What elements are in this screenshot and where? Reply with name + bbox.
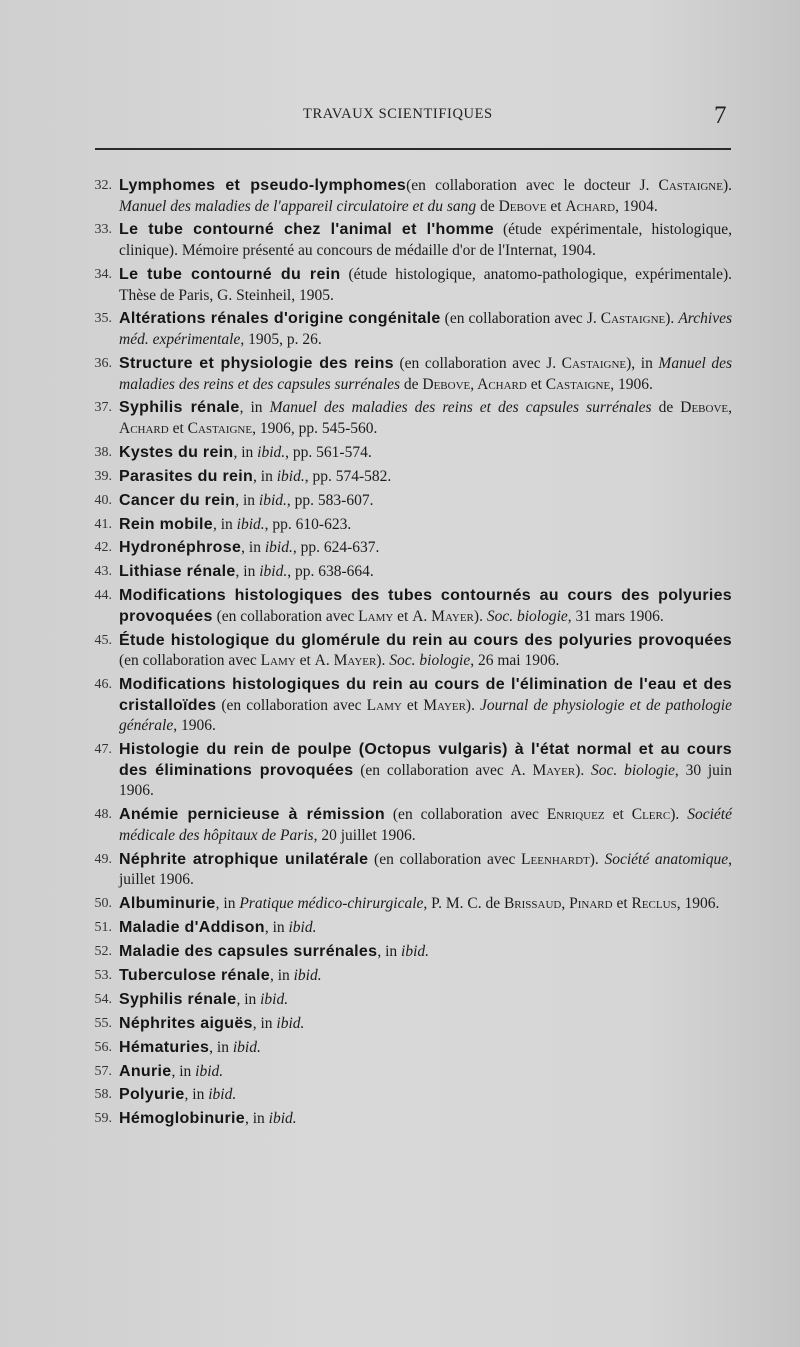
entry-text: , juillet 1906. — [119, 850, 732, 889]
entry-title: Lithiase rénale — [119, 563, 236, 581]
bibliography-entry — [82, 443, 732, 464]
entry-text: , pp. 583-607. — [286, 491, 374, 509]
bibliography-list — [82, 176, 732, 1133]
entry-text: , in — [252, 1014, 277, 1032]
page-number: 7 — [714, 102, 727, 129]
entry-title: Syphilis rénale — [119, 990, 237, 1008]
entry-number: 34. — [94, 266, 112, 282]
entry-number: 40. — [94, 492, 112, 508]
publication-title: Pratique médico-chirurgicale — [239, 895, 424, 913]
entry-text: , 1906. — [173, 717, 216, 735]
entry-text: , in — [212, 515, 237, 533]
entry-number: 35. — [94, 311, 112, 327]
entry-text: (en collaboration avec — [440, 310, 587, 328]
publication-title: Manuel des maladies des reins et des capsules surrénales — [269, 399, 652, 417]
entry-number: 37. — [94, 400, 112, 416]
publication-title: ibid. — [258, 491, 287, 509]
publication-title: Soc. biologie — [486, 607, 568, 625]
publication-title: Archives méd. expérimentale — [119, 310, 732, 349]
publication-title: ibid. — [276, 1014, 305, 1032]
entry-text: (en collaboration avec — [216, 696, 367, 714]
entry-title: Tuberculose rénale — [119, 967, 270, 985]
bibliography-entry — [82, 491, 732, 512]
entry-number: 57. — [94, 1063, 112, 1079]
bibliography-entry — [82, 309, 732, 350]
author-name: Lamy — [366, 696, 402, 714]
bibliography-entry — [82, 966, 732, 987]
bibliography-entry — [82, 990, 732, 1011]
entry-text: ). — [575, 761, 592, 779]
author-name: Reclus — [631, 895, 677, 913]
entry-text: , 1906. — [676, 895, 720, 913]
entry-title: Néphrites aiguës — [119, 1014, 253, 1032]
bibliography-entry — [82, 1038, 732, 1059]
entry-text: (étude expérimentale, histologique, clinique). Mémoire présenté au concours de médaille d'or de l'Internat, 1904. — [119, 221, 732, 260]
publication-title: ibid. — [260, 990, 289, 1008]
entry-text: ). — [722, 177, 733, 194]
entry-title: Altérations rénales d'origine congénitale — [119, 310, 441, 328]
publication-title: Soc. biologie — [389, 652, 471, 670]
entry-number: 59. — [94, 1111, 112, 1127]
entry-text: , in — [209, 1038, 233, 1056]
entry-text: , P. M. C. de — [423, 895, 504, 913]
entry-text: (en collaboration avec — [393, 354, 547, 372]
bibliography-entry — [82, 918, 732, 939]
entry-text: , 1906, pp. 545-560. — [252, 420, 378, 438]
bibliography-entry — [82, 398, 732, 439]
entry-text: , pp. 561-574. — [285, 443, 372, 461]
author-name: Lamy — [260, 652, 296, 670]
entry-number: 36. — [94, 355, 112, 371]
entry-text: , 1904. — [615, 197, 658, 215]
author-name: Debove, Achard — [119, 399, 732, 438]
author-name: Leenhardt — [521, 850, 590, 868]
bibliography-entry — [82, 850, 732, 891]
entry-text: , 30 juin 1906. — [119, 761, 732, 800]
bibliography-entry — [82, 631, 732, 672]
entry-text: ). — [670, 806, 688, 824]
entry-text: de — [399, 375, 423, 393]
entry-number: 32. — [94, 178, 112, 193]
entry-title: Étude histologique du glomérule du rein au cours des polyuries provoquées — [119, 631, 732, 649]
author-name: J. Castaigne — [546, 354, 627, 372]
entry-text: , 1906. — [610, 375, 653, 393]
author-name: A. Mayer — [412, 607, 474, 625]
entry-title: Anurie — [119, 1062, 172, 1080]
entry-text: , in — [244, 1110, 269, 1128]
entry-title: Kystes du rein — [119, 443, 234, 461]
entry-number: 41. — [94, 516, 112, 532]
entry-title: Modifications histologiques du rein au cours de l'élimination de l'eau et des cristalloïdes — [119, 676, 732, 714]
entry-number: 38. — [94, 444, 112, 460]
entry-title: Anémie pernicieuse à rémission — [119, 806, 385, 824]
publication-title: Soc. biologie — [591, 761, 675, 779]
publication-title: ibid. — [236, 515, 265, 533]
bibliography-entry — [82, 675, 732, 737]
author-name: Achard — [565, 197, 616, 215]
author-name: J. Castaigne — [586, 310, 666, 328]
publication-title: ibid. — [208, 1086, 237, 1104]
entry-text: , pp. 574-582. — [304, 467, 392, 485]
entry-number: 47. — [94, 742, 112, 758]
entry-text: (en collaboration avec — [212, 607, 359, 625]
entry-text: (en collaboration avec — [368, 850, 522, 868]
entry-text: ). — [473, 607, 487, 625]
entry-text: (en collaboration avec — [384, 806, 547, 824]
publication-title: Manuel des maladies de l'appareil circulatoire et du sang — [119, 197, 477, 215]
entry-number: 39. — [94, 468, 112, 484]
author-name: A. Mayer — [314, 652, 377, 670]
entry-text: (en collaboration avec — [353, 761, 511, 779]
entry-title: Hématuries — [119, 1038, 210, 1056]
entry-text: et — [604, 806, 632, 824]
entry-text: et — [612, 895, 632, 913]
bibliography-entry — [82, 942, 732, 963]
bibliography-entry — [82, 1014, 732, 1035]
entry-title: Histologie du rein de poulpe (Octopus vulgaris) à l'état normal et au cours des éliminations provoquées — [119, 741, 732, 779]
entry-number: 48. — [94, 807, 112, 823]
entry-title: Polyurie — [119, 1086, 185, 1104]
bibliography-entry — [82, 1062, 732, 1083]
entry-title: Hémoglobinurie — [119, 1110, 245, 1128]
entry-text: et — [401, 696, 424, 714]
publication-title: ibid. — [259, 563, 288, 581]
author-name: Debove — [498, 197, 547, 215]
entry-number: 54. — [94, 991, 112, 1007]
entry-text: et — [393, 607, 413, 625]
entry-text: , in — [233, 443, 258, 461]
entry-text: (en collaboration avec — [119, 652, 261, 670]
publication-title: ibid. — [293, 967, 322, 985]
entry-title: Rein mobile — [119, 515, 213, 533]
entry-text: et — [526, 375, 546, 393]
entry-text: , in — [235, 563, 260, 581]
publication-title: ibid. — [401, 943, 430, 961]
bibliography-entry — [82, 805, 732, 846]
entry-number: 55. — [94, 1015, 112, 1031]
entry-text: ). — [665, 310, 679, 328]
author-name: A. Mayer — [510, 761, 576, 779]
publication-title: Manuel des maladies des reins et des capsules surrénales — [119, 354, 733, 393]
author-name: Lamy — [358, 607, 394, 625]
entry-title: Maladie d'Addison — [119, 919, 265, 937]
entry-number: 53. — [94, 968, 112, 984]
entry-text: , 26 mai 1906. — [470, 652, 560, 670]
entry-number: 42. — [94, 540, 112, 556]
entry-number: 33. — [94, 222, 112, 238]
entry-text: ). — [376, 652, 390, 670]
publication-title: ibid. — [288, 919, 317, 937]
entry-text: , in — [236, 990, 261, 1008]
bibliography-entry — [82, 1109, 732, 1130]
publication-title: ibid. — [268, 1110, 297, 1128]
entry-text: , pp. 624-637. — [292, 539, 380, 557]
entry-title: Lymphomes et pseudo-lymphomes — [119, 177, 407, 194]
author-name: Mayer — [423, 696, 466, 714]
entry-text: , in — [241, 539, 265, 557]
page-header — [0, 102, 800, 136]
publication-title: ibid. — [257, 443, 286, 461]
entry-title: Cancer du rein — [119, 491, 236, 509]
entry-text: , 31 mars 1906. — [567, 607, 664, 625]
publication-title: ibid. — [195, 1062, 224, 1080]
author-name: Brissaud, Pinard — [503, 895, 613, 913]
entry-title: Hydronéphrose — [119, 539, 242, 557]
entry-title: Le tube contourné du rein — [119, 265, 341, 283]
entry-text: , in — [235, 491, 259, 509]
entry-text: , in — [171, 1062, 196, 1080]
entry-text: , pp. 638-664. — [287, 563, 374, 581]
bibliography-entry — [82, 176, 732, 217]
entry-number: 43. — [94, 564, 112, 580]
author-name: Debove, Achard — [422, 375, 527, 393]
entry-text: , in — [239, 399, 270, 417]
entry-text: , in — [184, 1086, 209, 1104]
publication-title: ibid. — [276, 467, 305, 485]
entry-number: 52. — [94, 944, 112, 960]
bibliography-entry — [82, 586, 732, 627]
entry-text: , pp. 610-623. — [264, 515, 352, 533]
entry-text: , 20 juillet 1906. — [313, 826, 416, 844]
publication-title: Société anatomique — [604, 850, 729, 868]
bibliography-entry — [82, 515, 732, 536]
entry-text: (en collaboration avec le docteur — [406, 177, 640, 194]
entry-number: 44. — [94, 588, 112, 604]
entry-title: Maladie des capsules surrénales — [119, 943, 378, 961]
author-name: J. Castaigne — [639, 177, 723, 194]
entry-number: 46. — [94, 677, 112, 693]
bibliography-entry — [82, 220, 732, 261]
author-name: Castaigne — [187, 420, 253, 438]
entry-text: , in — [215, 895, 240, 913]
entry-text: et — [295, 652, 315, 670]
author-name: Castaigne — [545, 375, 611, 393]
entry-number: 58. — [94, 1087, 112, 1103]
publication-title: Société médicale des hôpitaux de Paris — [119, 806, 732, 844]
publication-title: ibid. — [232, 1038, 261, 1056]
entry-text: ). — [589, 850, 605, 868]
bibliography-entry — [82, 894, 732, 915]
entry-number: 50. — [94, 896, 112, 912]
entry-number: 51. — [94, 920, 112, 936]
bibliography-entry — [82, 538, 732, 559]
bibliography-entry — [82, 740, 732, 802]
entry-number: 56. — [94, 1039, 112, 1055]
publication-title: ibid. — [264, 539, 293, 557]
author-name: Enriquez — [546, 806, 605, 824]
entry-title: Albuminurie — [119, 895, 216, 913]
entry-text: (étude histologique, anatomo-pathologique, expérimentale). Thèse de Paris, G. Steinheil, 1905. — [119, 265, 732, 304]
entry-text: , in — [269, 967, 294, 985]
entry-number: 49. — [94, 851, 112, 867]
entry-title: Structure et physiologie des reins — [119, 354, 394, 372]
entry-title: Modifications histologiques des tubes contournés au cours des polyuries provoquées — [119, 587, 732, 625]
bibliography-entry — [82, 354, 732, 395]
entry-title: Syphilis rénale — [119, 399, 240, 417]
entry-title: Le tube contourné chez l'animal et l'homme — [119, 221, 494, 239]
entry-text: , in — [253, 467, 277, 485]
entry-text: ). — [465, 696, 481, 714]
publication-title: Journal de physiologie et de pathologie générale — [119, 696, 732, 735]
header-rule — [95, 148, 731, 150]
entry-text: , in — [377, 943, 402, 961]
entry-text: ), in — [626, 354, 659, 372]
entry-title: Néphrite atrophique unilatérale — [119, 850, 369, 868]
entry-text: de — [651, 399, 681, 417]
author-name: Clerc — [631, 806, 671, 824]
bibliography-entry — [82, 562, 732, 583]
bibliography-entry — [82, 467, 732, 488]
bibliography-entry — [82, 265, 732, 306]
entry-text: , 1905, p. 26. — [240, 331, 322, 349]
entry-number: 45. — [94, 632, 112, 648]
entry-text: de — [476, 197, 499, 215]
entry-text: et — [546, 197, 566, 215]
bibliography-entry — [82, 1085, 732, 1106]
entry-title: Parasites du rein — [119, 467, 254, 485]
entry-text: , in — [264, 919, 289, 937]
running-title: TRAVAUX SCIENTIFIQUES — [303, 106, 493, 122]
entry-text: et — [168, 420, 188, 438]
